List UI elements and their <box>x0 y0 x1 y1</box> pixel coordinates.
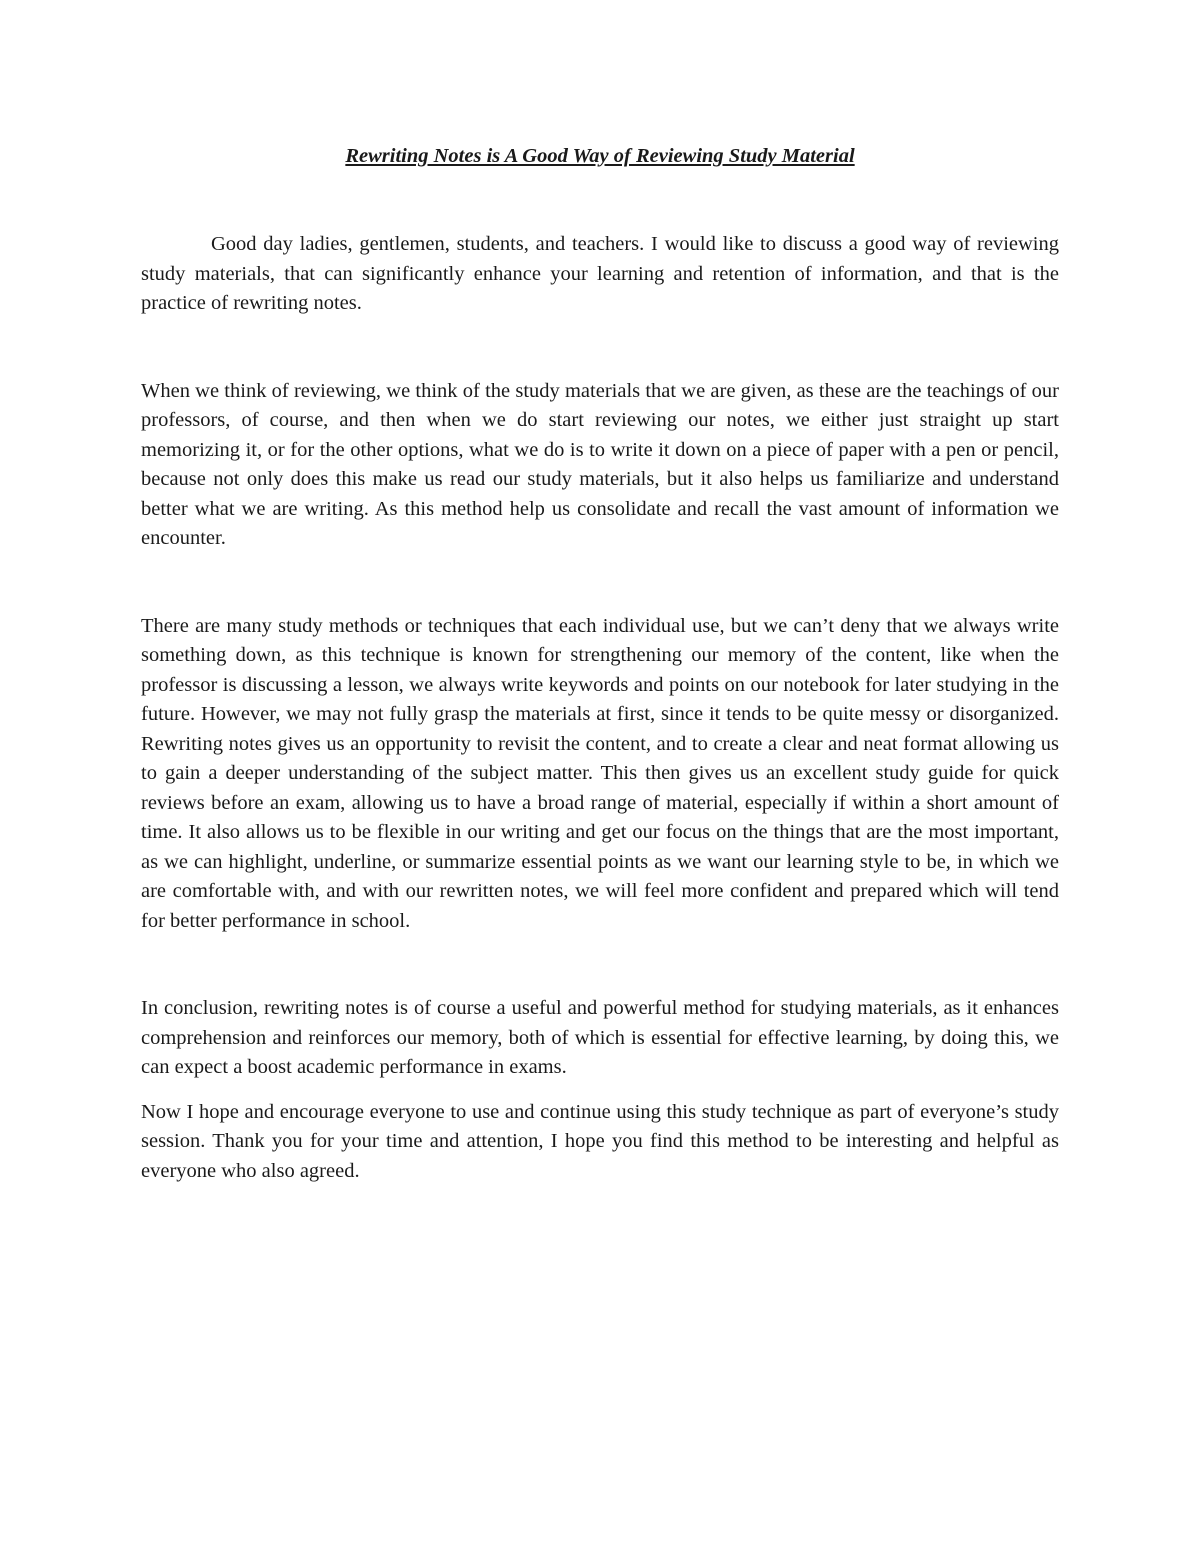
paragraph-conclusion: In conclusion, rewriting notes is of course a useful and powerful method for studying materials, as it enhances comprehension and reinforces our memory, both of which is essential for effective learning, by doing this, we can expect a boost academic performance in exams. <box>141 997 1059 1078</box>
paragraph-spacer <box>141 554 1059 612</box>
document-title: Rewriting Notes is A Good Way of Reviewing Study Material <box>345 145 855 167</box>
paragraph-spacer <box>141 1083 1059 1098</box>
paragraph-study-methods: There are many study methods or techniques that each individual use, but we can’t deny that we always write something down, as this technique is known for strengthening our memory of the content, like when the professor is discussing a lesson, we always write keywords and points on our notebook for later studying in the future. However, we may not fully grasp the materials at first, since it tends to be quite messy or disorganized. Rewriting notes gives us an opportunity to revisit the content, and to create a clear and neat format allowing us to gain a deeper understanding of the subject matter. This then gives us an excellent study guide for quick reviews before an exam, allowing us to have a broad range of material, especially if within a short amount of time. It also allows us to be flexible in our writing and get our focus on the things that are the most important, as we can highlight, underline, or summarize essential points as we want our learning style to be, in which we are comfortable with, and with our rewritten notes, we will feel more confident and prepared which will tend for better performance in school. <box>141 614 1059 932</box>
paragraph-spacer <box>141 936 1059 994</box>
paragraph-closing: Now I hope and encourage everyone to use and continue using this study technique as part of everyone’s study session. Thank you for your time and attention, I hope you find this method to be interesting and helpful as everyone who also agreed. <box>141 1100 1059 1182</box>
paragraph-spacer <box>141 319 1059 377</box>
paragraph-reviewing: When we think of reviewing, we think of the study materials that we are given, as these are the teachings of our professors, of course, and then when we do start reviewing our notes, we either just straight up start memorizing it, or for the other options, what we do is to write it down on a piece of paper with a pen or pencil, because not only does this make us read our study materials, but it also helps us familiarize and understand better what we are writing. As this method help us consolidate and recall the vast amount of information we encounter. <box>141 379 1059 549</box>
document-body <box>141 140 1059 1186</box>
paragraph-introduction: Good day ladies, gentlemen, students, and teachers. I would like to discuss a good way of reviewing study materials, that can significantly enhance your learning and retention of information, and that is the practice of rewriting notes. <box>141 233 1059 314</box>
